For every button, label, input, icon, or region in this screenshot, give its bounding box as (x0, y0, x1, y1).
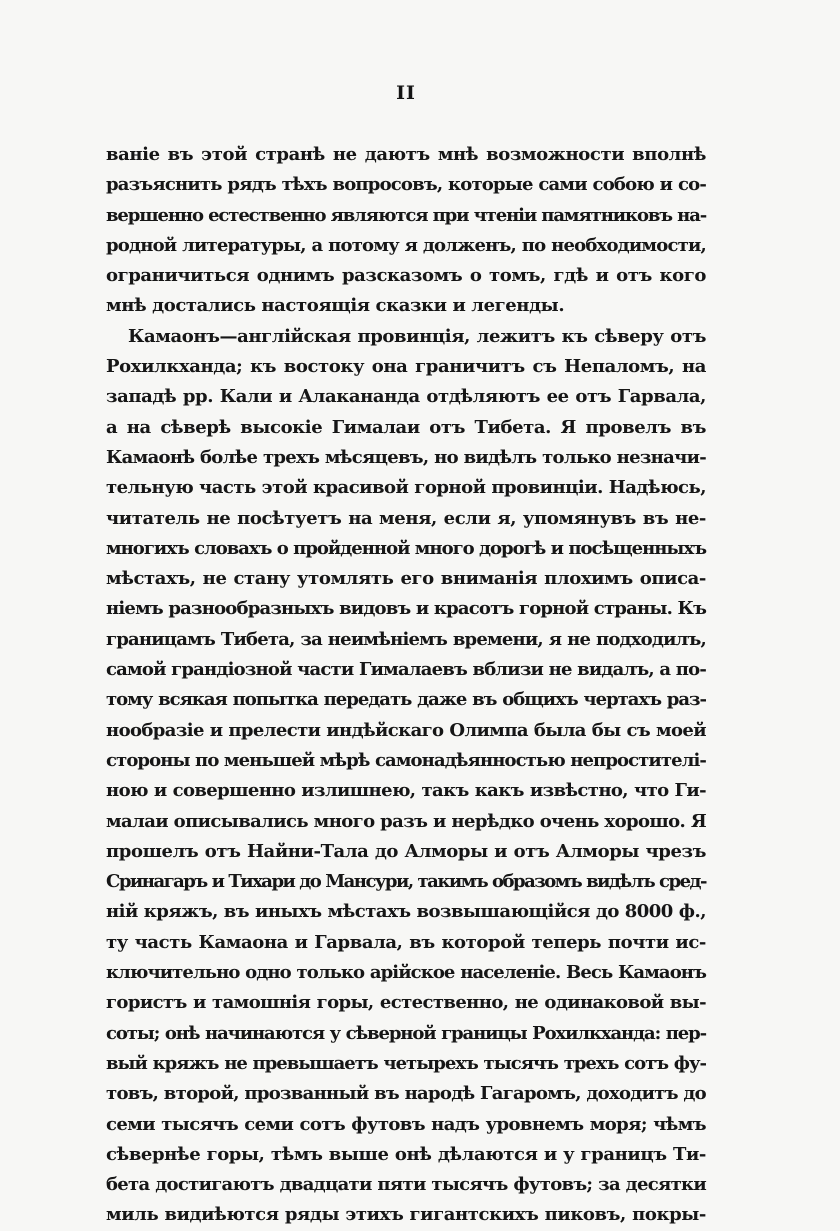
text-line: тельную часть этой красивой горной провинціи. Надѣюсь, (106, 477, 706, 499)
text-line: тому всякая попытка передать даже въ общихъ чертахъ раз- (106, 689, 706, 711)
text-line: товъ, второй, прозванный въ народѣ Гагаромъ, доходитъ до (106, 1083, 706, 1105)
text-line: ніемъ разнообразныхъ видовъ и красотъ горной страны. Къ (106, 598, 707, 620)
text-line: малаи описывались много разъ и нерѣдко очень хорошо. Я (106, 810, 707, 832)
body-text (106, 140, 706, 1231)
text-line: мѣстахъ, не стану утомлять его вниманія плохимъ описа- (106, 568, 706, 590)
text-line: ограничиться однимъ разсказомъ о томъ, гдѣ и отъ кого (106, 265, 706, 287)
text-line: семи тысячъ семи сотъ футовъ надъ уровнемъ моря; чѣмъ (106, 1113, 706, 1135)
text-line: бета достигаютъ двадцати пяти тысячъ футовъ; за десятки (106, 1174, 706, 1196)
text-line: стороны по меньшей мѣрѣ самонадѣянностью непростителі- (106, 749, 706, 771)
text-line: гористъ и тамошнія горы, естественно, не одинаковой вы- (106, 992, 706, 1014)
text-line: Сринагаръ и Тихари до Мансури, такимъ образомъ видѣлъ сред- (106, 871, 706, 893)
text-line: а на сѣверѣ высокіе Гималаи отъ Тибета. Я провелъ въ (106, 416, 706, 438)
text-line: ній кряжъ, въ иныхъ мѣстахъ возвышающійся до 8000 ф., (106, 901, 706, 923)
text-line: ною и совершенно излишнею, такъ какъ извѣстно, что Ги- (106, 780, 706, 802)
text-line: нообразіе и прелести индѣйскаго Олимпа была бы съ моей (106, 719, 706, 741)
text-line: вый кряжъ не превышаетъ четырехъ тысячъ трехъ сотъ фу- (106, 1052, 706, 1074)
text-line: миль видиѣются ряды этихъ гигантскихъ пиковъ, покры- (106, 1204, 706, 1226)
text-line: ключительно одно только арійское населеніе. Весь Камаонъ (106, 962, 706, 984)
text-line: Рохилкханда; къ востоку она граничитъ съ Непаломъ, на (106, 356, 706, 378)
page-number: II (396, 82, 416, 104)
text-line: родной литературы, а потому я долженъ, по необходимости, (106, 234, 706, 256)
text-line: разъяснить рядъ тѣхъ вопросовъ, которые сами собою и со- (106, 174, 706, 196)
text-line: западѣ рр. Кали и Алакананда отдѣляютъ ее отъ Гарвала, (106, 386, 706, 408)
text-line: самой грандіозной части Гималаевъ вблизи не видалъ, а по- (106, 659, 706, 681)
text-line: Камаонѣ болѣе трехъ мѣсяцевъ, но видѣлъ только незначи- (106, 446, 706, 468)
text-line: ту часть Камаона и Гарвала, въ которой теперь почти ис- (106, 931, 706, 953)
text-line: прошелъ отъ Найни-Тала до Алморы и отъ Алморы чрезъ (106, 840, 706, 862)
text-line: ваніе въ этой странѣ не даютъ мнѣ возможности вполнѣ (106, 144, 706, 165)
text-line: границамъ Тибета, за неимѣніемъ времени, я не подходилъ, (106, 628, 706, 650)
text-line: многихъ словахъ о пройденной много дорогѣ и посѣщенныхъ (106, 537, 706, 559)
text-line: мнѣ достались настоящія сказки и легенды. (106, 295, 565, 317)
text-line: Камаонъ—англійская провинція, лежитъ къ сѣверу отъ (128, 325, 706, 347)
text-line: сѣвернѣе горы, тѣмъ выше онѣ дѣлаются и у границъ Ти- (106, 1143, 706, 1165)
text-line: читатель не посѣтуетъ на меня, если я, упомянувъ въ не- (106, 507, 706, 529)
text-line: вершенно естественно являются при чтеніи памятниковъ на- (106, 204, 707, 226)
text-line: соты; онѣ начинаются у сѣверной границы Рохилкханда: пер- (106, 1022, 706, 1044)
